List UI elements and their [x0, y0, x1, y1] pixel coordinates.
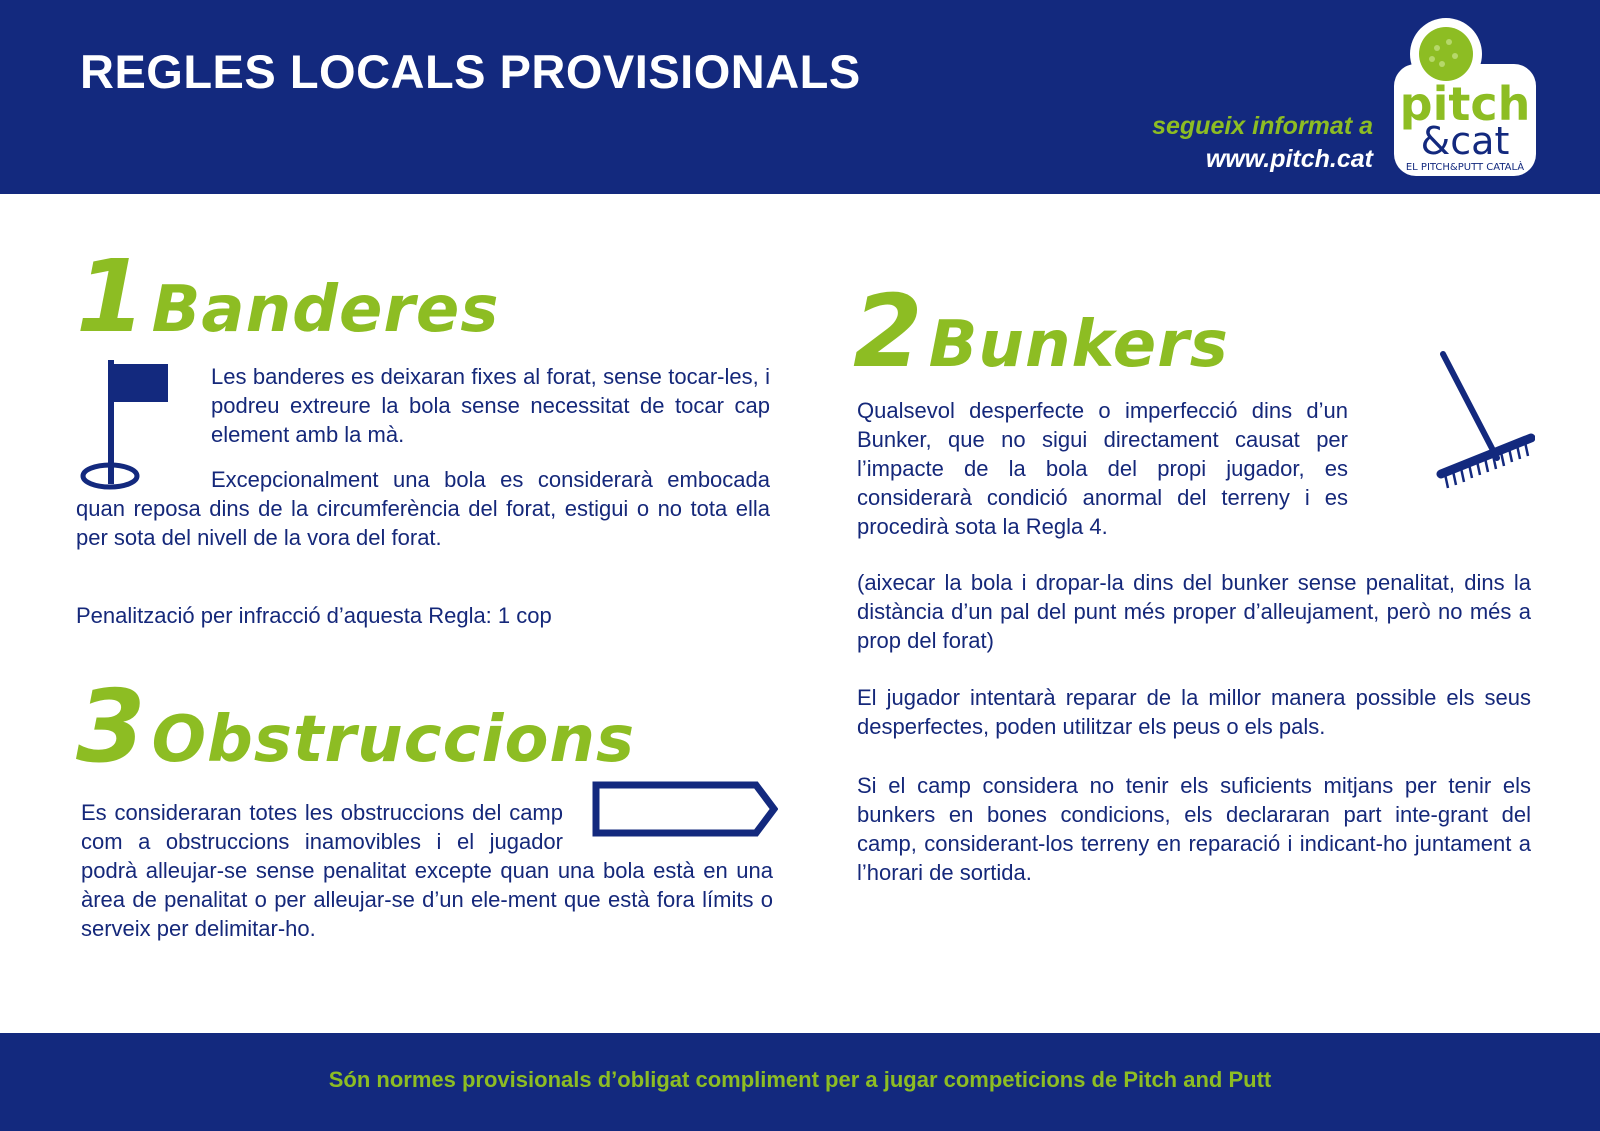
pitch-cat-logo: [1392, 14, 1538, 180]
section-3-heading: [76, 668, 635, 785]
section-3-title: Obstruccions: [151, 703, 636, 777]
section-2-para-3: El jugador intentarà reparar de la millor manera possible els seus desperfectes, poden utilitzar els peus o els pals.: [857, 685, 1531, 739]
logo-line1: pitch: [1399, 77, 1531, 131]
follow-info: [1152, 110, 1373, 176]
rake-icon: [1435, 350, 1535, 500]
logo-tagline: EL PITCH&PUTT CATALÀ: [1405, 162, 1525, 173]
section-3-para-1: Es consideraran totes les obstruccions del camp com a obstruccions inamovibles i el jugador podrà alleujar-se sense penalitat excepte quan una bola està en una àrea de penalitat o per alleujar-se d’un ele-ment que està fora límits o serveix per delimitar-ho.: [81, 800, 773, 941]
section-1-para-3: Penalització per infracció d’aquesta Regla: 1 cop: [76, 603, 552, 628]
section-1-number: 1: [76, 238, 142, 355]
footer-notice: Són normes provisionals d’obligat compliment per a jugar competicions de Pitch and Putt: [328, 1067, 1272, 1092]
website-link[interactable]: www.pitch.cat: [1205, 145, 1373, 173]
footer-band: [0, 1033, 1600, 1131]
page-title: REGLES LOCALS PROVISIONALS: [80, 45, 861, 98]
section-2-number: 2: [853, 273, 919, 390]
section-1-heading: [76, 238, 499, 355]
section-2-para-2: (aixecar la bola i dropar-la dins del bunker sense penalitat, dins la distància d’un pal del punt més proper d’alleujament, però no més a prop del forat): [857, 570, 1531, 653]
section-3-number: 3: [76, 668, 142, 785]
signpost-spacer: [563, 798, 773, 856]
follow-label: segueix informat a: [1152, 112, 1373, 140]
section-2-heading: [853, 273, 1229, 390]
logo-line2: &cat: [1420, 119, 1510, 163]
header-band: [0, 0, 1600, 194]
section-1-para-1: Les banderes es deixaran fixes al forat, sense tocar-les, i podreu extreure la bola sense necessitat de tocar cap element amb la mà.: [211, 364, 770, 447]
section-2-title: Bunkers: [928, 308, 1229, 382]
section-1-para-2: Excepcionalment una bola es considerarà embocada quan reposa dins de la circumferència del forat, estigui o no tota ella per sota del nivell de la vora del forat.: [76, 467, 770, 550]
section-2-para-4: Si el camp considera no tenir els suficients mitjans per tenir els bunkers en bones condicions, els declararan part inte-grant del camp, considerant-los terreny en reparació i indicant-ho juntament a l’horari de sortida.: [857, 773, 1531, 885]
section-2-para-1: Qualsevol desperfecte o imperfecció dins d’un Bunker, que no sigui directament causat per l’impacte de la bola del propi jugador, es considerarà condició anormal del terreny i es procedirà sota la Regla 4.: [857, 398, 1348, 539]
section-1-title: Banderes: [151, 273, 500, 347]
